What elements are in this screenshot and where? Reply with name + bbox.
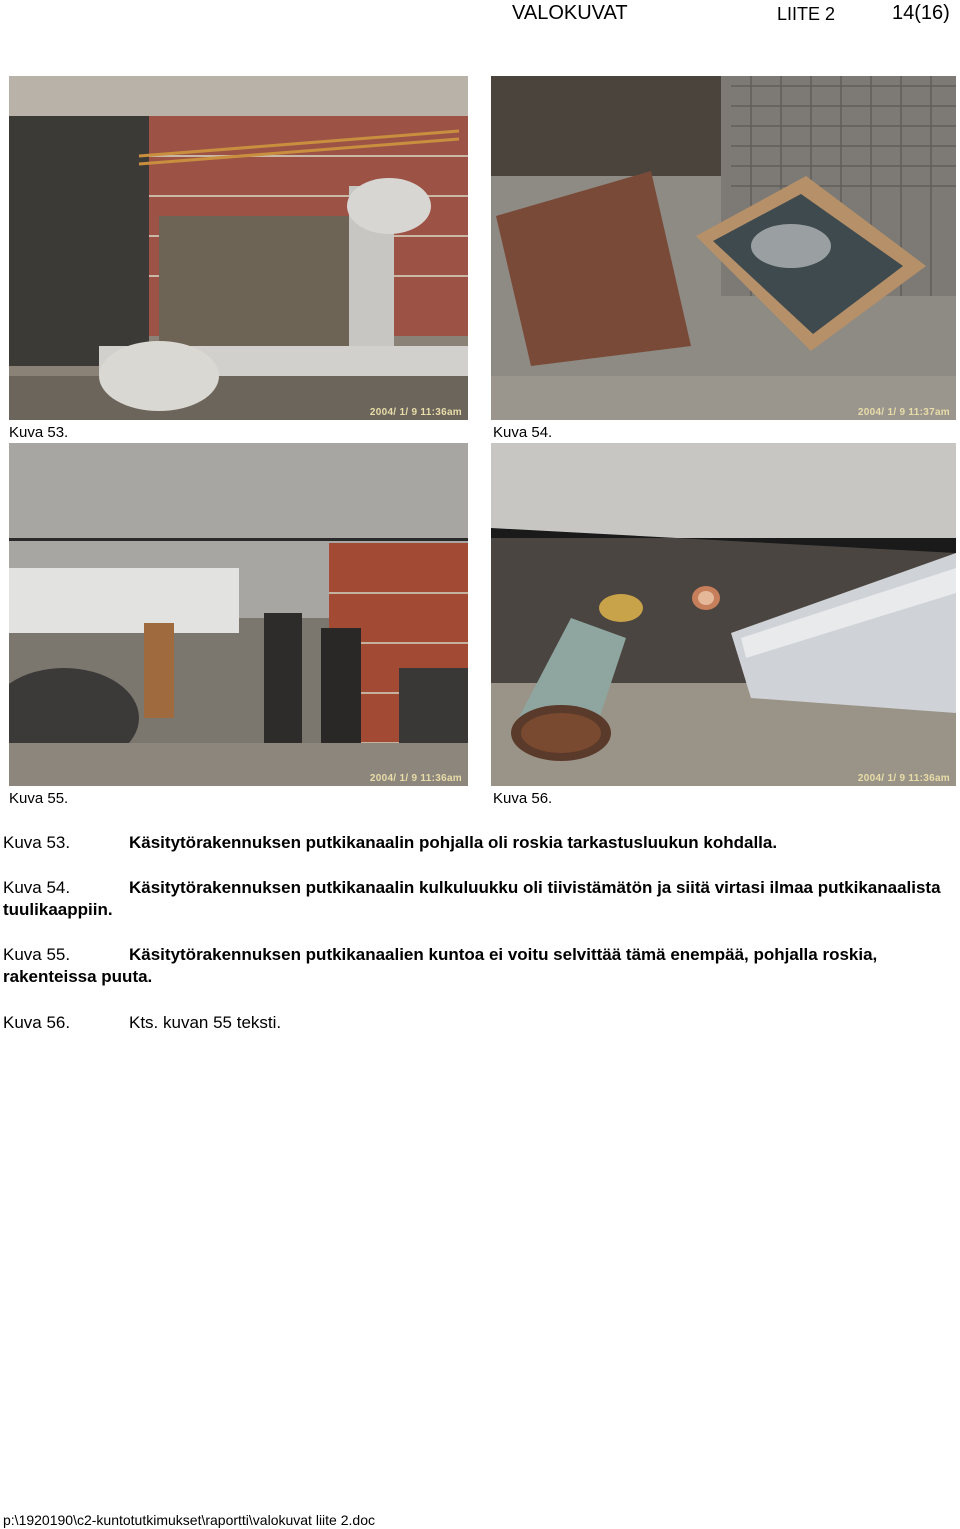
appendix-label: LIITE 2 — [777, 4, 836, 24]
photo-timestamp: 2004/ 1/ 9 11:36am — [857, 773, 950, 784]
photo-kuva-54 — [491, 76, 956, 420]
photo-caption-53: Kuva 53. — [9, 424, 69, 441]
description-text: Käsitytörakennuksen putkikanaalien kuntoa ei voitu selvittää tämä enempää, pohjalla roskia, rakenteissa puuta. — [3, 945, 878, 986]
description-kuva-56 — [3, 1012, 943, 1034]
description-text: Kts. kuvan 55 teksti. — [129, 1013, 282, 1032]
description-kuva-55 — [3, 944, 943, 988]
description-label: Kuva 56. — [3, 1013, 71, 1032]
photo-caption-56: Kuva 56. — [493, 790, 553, 807]
photo-timestamp: 2004/ 1/ 9 11:36am — [369, 407, 462, 418]
photo-kuva-56 — [491, 443, 956, 786]
description-label: Kuva 53. — [3, 833, 71, 852]
description-label: Kuva 55. — [3, 945, 71, 964]
photo-caption-54: Kuva 54. — [493, 424, 553, 441]
photo-timestamp: 2004/ 1/ 9 11:37am — [857, 407, 950, 418]
description-kuva-53 — [3, 832, 943, 854]
photo-caption-55: Kuva 55. — [9, 790, 69, 807]
photo-kuva-55 — [9, 443, 468, 786]
description-kuva-54 — [3, 877, 943, 921]
footer-file-path: p:\1920190\c2-kuntotutkimukset\raportti\valokuvat liite 2.doc — [3, 1512, 375, 1528]
description-text: Käsitytörakennuksen putkikanaalin pohjalla oli roskia tarkastusluukun kohdalla. — [129, 833, 778, 852]
page-number: 14(16) — [892, 2, 950, 24]
description-label: Kuva 54. — [3, 878, 71, 897]
description-text: Käsitytörakennuksen putkikanaalin kulkuluukku oli tiivistämätön ja siitä virtasi ilmaa putkikanaalista tuulikaappiin. — [3, 878, 941, 919]
photo-kuva-53 — [9, 76, 468, 420]
photo-timestamp: 2004/ 1/ 9 11:36am — [369, 773, 462, 784]
document-title: VALOKUVAT — [512, 2, 628, 24]
